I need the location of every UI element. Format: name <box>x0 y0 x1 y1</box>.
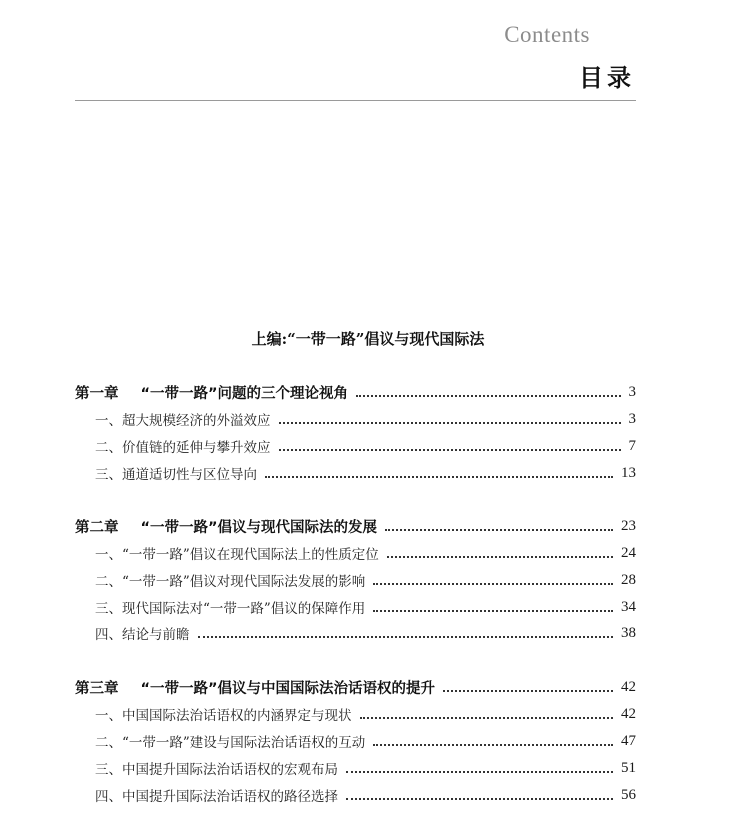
entry-title: 一、“一带一路”倡议在现代国际法上的性质定位 <box>95 547 379 563</box>
entry-page: 38 <box>621 624 636 641</box>
entry-title: 一、中国国际法治话语权的内涵界定与现状 <box>95 708 352 724</box>
dot-leader <box>356 395 620 397</box>
toc-entry-2-1[interactable] <box>75 542 636 564</box>
entry-title: 三、通道适切性与区位导向 <box>95 467 257 483</box>
entry-page: 24 <box>621 544 636 561</box>
header-divider <box>75 100 636 101</box>
dot-leader <box>279 449 621 451</box>
entry-title: 二、“一带一路”建设与国际法治话语权的互动 <box>95 735 366 751</box>
entry-page: 28 <box>621 571 636 588</box>
entry-page: 13 <box>621 464 636 481</box>
dot-leader <box>373 583 613 585</box>
entry-page: 51 <box>621 759 636 776</box>
entry-page: 42 <box>621 705 636 722</box>
dot-leader <box>279 422 621 424</box>
chapter-1-page: 3 <box>628 383 636 400</box>
toc-chapter-2[interactable] <box>75 515 636 537</box>
entry-page: 7 <box>628 437 636 454</box>
chapter-1-title: “一带一路”问题的三个理论视角 <box>140 385 349 402</box>
toc-entry-1-1[interactable] <box>75 408 636 430</box>
toc-entry-3-4[interactable] <box>75 784 636 806</box>
chapter-3-heading <box>75 677 435 698</box>
dot-leader <box>373 610 613 612</box>
toc-entry-3-1[interactable] <box>75 703 636 725</box>
toc-chapter-1[interactable] <box>75 381 636 403</box>
toc-entry-2-2[interactable] <box>75 569 636 591</box>
toc-chapter-3[interactable] <box>75 676 636 698</box>
chapter-2-number: 第二章 <box>75 519 119 536</box>
dot-leader <box>443 690 613 692</box>
toc-entry-3-3[interactable] <box>75 757 636 779</box>
part-heading: 上编:“一带一路”倡议与现代国际法 <box>251 330 485 348</box>
contents-title-zh: 目录 <box>579 64 635 92</box>
entry-page: 56 <box>621 786 636 803</box>
chapter-1-number: 第一章 <box>75 385 119 402</box>
toc-entry-3-2[interactable] <box>75 730 636 752</box>
dot-leader <box>360 717 614 719</box>
dot-leader <box>198 636 614 638</box>
chapter-3-page: 42 <box>621 678 636 695</box>
entry-title: 二、价值链的延伸与攀升效应 <box>95 440 271 456</box>
entry-title: 四、中国提升国际法治话语权的路径选择 <box>95 789 338 805</box>
entry-page: 3 <box>628 410 636 427</box>
toc-entry-1-3[interactable] <box>75 462 636 484</box>
chapter-2-page: 23 <box>621 517 636 534</box>
chapter-2-title: “一带一路”倡议与现代国际法的发展 <box>140 519 378 536</box>
chapter-3-number: 第三章 <box>75 680 119 697</box>
dot-leader <box>385 529 613 531</box>
entry-page: 34 <box>621 598 636 615</box>
dot-leader <box>387 556 613 558</box>
dot-leader <box>346 798 613 800</box>
toc-entry-2-4[interactable] <box>75 622 636 644</box>
toc-entry-2-3[interactable] <box>75 596 636 618</box>
chapter-2-heading <box>75 516 377 537</box>
entry-title: 三、现代国际法对“一带一路”倡议的保障作用 <box>95 601 366 617</box>
entry-title: 四、结论与前瞻 <box>95 627 190 643</box>
contents-title-en: Contents <box>504 22 590 47</box>
dot-leader <box>373 744 613 746</box>
dot-leader <box>346 771 613 773</box>
entry-page: 47 <box>621 732 636 749</box>
chapter-1-heading <box>75 382 348 403</box>
entry-title: 二、“一带一路”倡议对现代国际法发展的影响 <box>95 574 366 590</box>
chapter-3-title: “一带一路”倡议与中国国际法治话语权的提升 <box>140 680 436 697</box>
entry-title: 一、超大规模经济的外溢效应 <box>95 413 271 429</box>
dot-leader <box>265 476 613 478</box>
entry-title: 三、中国提升国际法治话语权的宏观布局 <box>95 762 338 778</box>
toc-entry-1-2[interactable] <box>75 435 636 457</box>
